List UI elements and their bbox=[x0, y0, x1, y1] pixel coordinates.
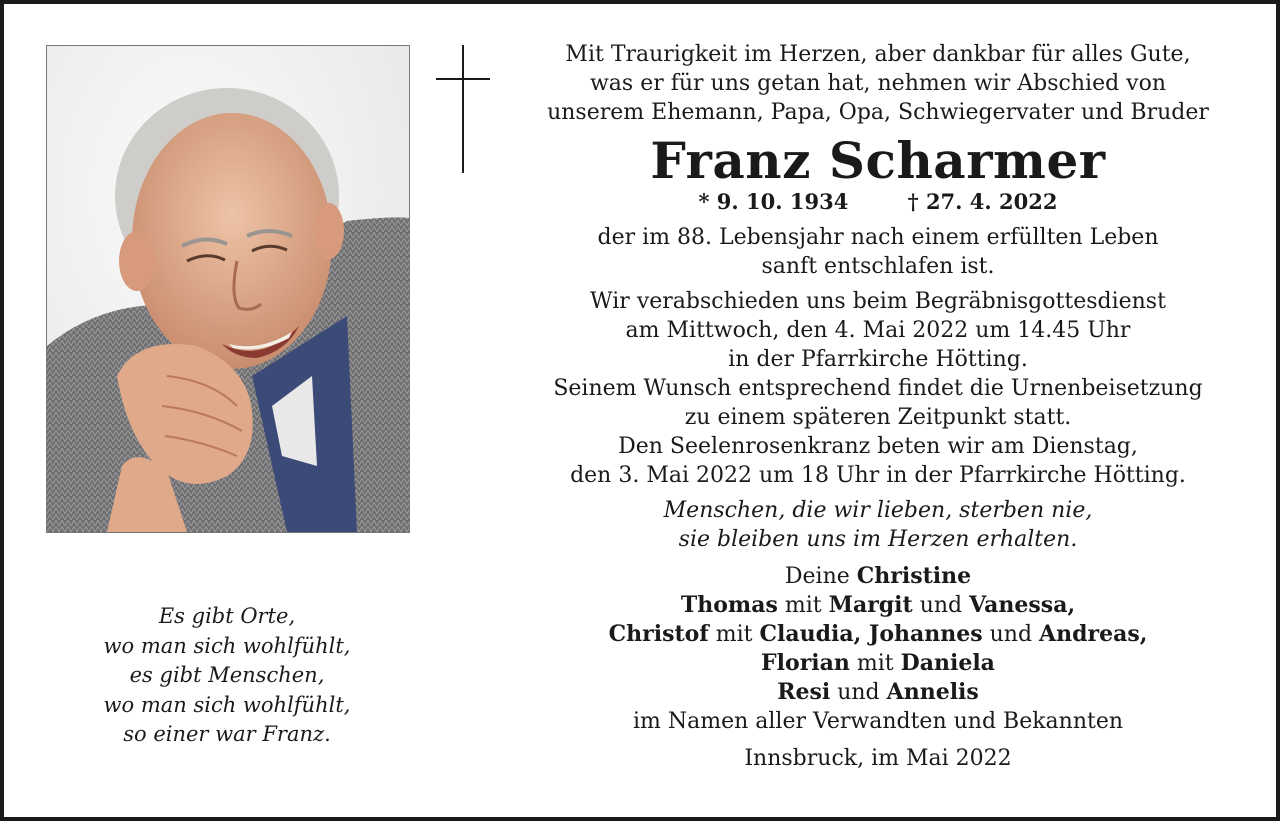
poem-line: Es gibt Orte, bbox=[158, 604, 296, 628]
family-member-name: Florian bbox=[761, 650, 850, 676]
family-member-name: Claudia, Johannes bbox=[759, 621, 983, 647]
portrait-illustration bbox=[47, 46, 409, 532]
poem-line: so einer war Franz. bbox=[123, 722, 331, 746]
cross-icon bbox=[432, 45, 492, 173]
service-line: Seinem Wunsch entsprechend findet die Urnenbeisetzung bbox=[553, 376, 1203, 401]
service-text bbox=[528, 287, 1228, 490]
family-line-4 bbox=[761, 651, 995, 676]
family-member-name: Vanessa, bbox=[969, 592, 1076, 618]
family-member-name: Andreas, bbox=[1039, 621, 1148, 647]
family-member-name: Christine bbox=[856, 563, 972, 589]
intro-text bbox=[528, 40, 1228, 127]
age-line: sanft entschlafen ist. bbox=[761, 254, 995, 279]
service-line: den 3. Mai 2022 um 18 Uhr in der Pfarrkirche Hötting. bbox=[570, 463, 1186, 488]
service-line: Den Seelenrosenkranz beten wir am Dienstag, bbox=[618, 434, 1138, 459]
quote-line: sie bleiben uns im Herzen erhalten. bbox=[678, 527, 1078, 552]
service-line: zu einem späteren Zeitpunkt statt. bbox=[684, 405, 1072, 430]
memorial-poem bbox=[46, 602, 408, 750]
age-line: der im 88. Lebensjahr nach einem erfüllten Leben bbox=[597, 225, 1159, 250]
poem-line: wo man sich wohlfühlt, bbox=[103, 633, 351, 658]
family-word: mit bbox=[708, 622, 760, 647]
family-closing: im Namen aller Verwandten und Bekannten bbox=[632, 709, 1124, 734]
death-date: † 27. 4. 2022 bbox=[907, 189, 1058, 214]
poem-line: wo man sich wohlfühlt, bbox=[103, 692, 351, 717]
service-line: am Mittwoch, den 4. Mai 2022 um 14.45 Uhr bbox=[625, 318, 1131, 343]
main-text-column bbox=[528, 40, 1228, 773]
family-word: Deine bbox=[784, 564, 857, 589]
life-dates bbox=[528, 189, 1228, 215]
family-word: mit bbox=[849, 651, 901, 676]
family-word: und bbox=[982, 622, 1040, 647]
family-line-3 bbox=[609, 622, 1148, 647]
birth-date: * 9. 10. 1934 bbox=[698, 189, 849, 214]
family-word: und bbox=[912, 593, 970, 618]
family-word: und bbox=[830, 680, 887, 705]
intro-line: unserem Ehemann, Papa, Opa, Schwiegervater und Bruder bbox=[547, 100, 1209, 125]
service-line: Wir verabschieden uns beim Begräbnisgottesdienst bbox=[590, 289, 1166, 314]
place-date: Innsbruck, im Mai 2022 bbox=[744, 746, 1012, 771]
family-member-name: Margit bbox=[828, 592, 913, 618]
family-member-name: Resi bbox=[777, 679, 831, 705]
family-line-5 bbox=[777, 680, 979, 705]
family-word: mit bbox=[777, 593, 829, 618]
service-line: in der Pfarrkirche Hötting. bbox=[728, 347, 1028, 372]
family-line-1 bbox=[785, 564, 971, 589]
memorial-quote bbox=[528, 496, 1228, 554]
poem-line: es gibt Menschen, bbox=[129, 663, 325, 687]
family-line-2 bbox=[681, 593, 1075, 618]
family-member-name: Annelis bbox=[886, 679, 979, 705]
intro-line: was er für uns getan hat, nehmen wir Abschied von bbox=[589, 71, 1167, 96]
portrait-photo bbox=[46, 45, 410, 533]
age-text bbox=[528, 223, 1228, 281]
family-member-name: Thomas bbox=[680, 592, 778, 618]
family-member-name: Christof bbox=[608, 621, 709, 647]
family-signatures bbox=[528, 562, 1228, 736]
family-member-name: Daniela bbox=[900, 650, 995, 676]
quote-line: Menschen, die wir lieben, sterben nie, bbox=[663, 498, 1093, 523]
deceased-name: Franz Scharmer bbox=[650, 131, 1106, 190]
intro-line: Mit Traurigkeit im Herzen, aber dankbar für alles Gute, bbox=[565, 42, 1191, 67]
